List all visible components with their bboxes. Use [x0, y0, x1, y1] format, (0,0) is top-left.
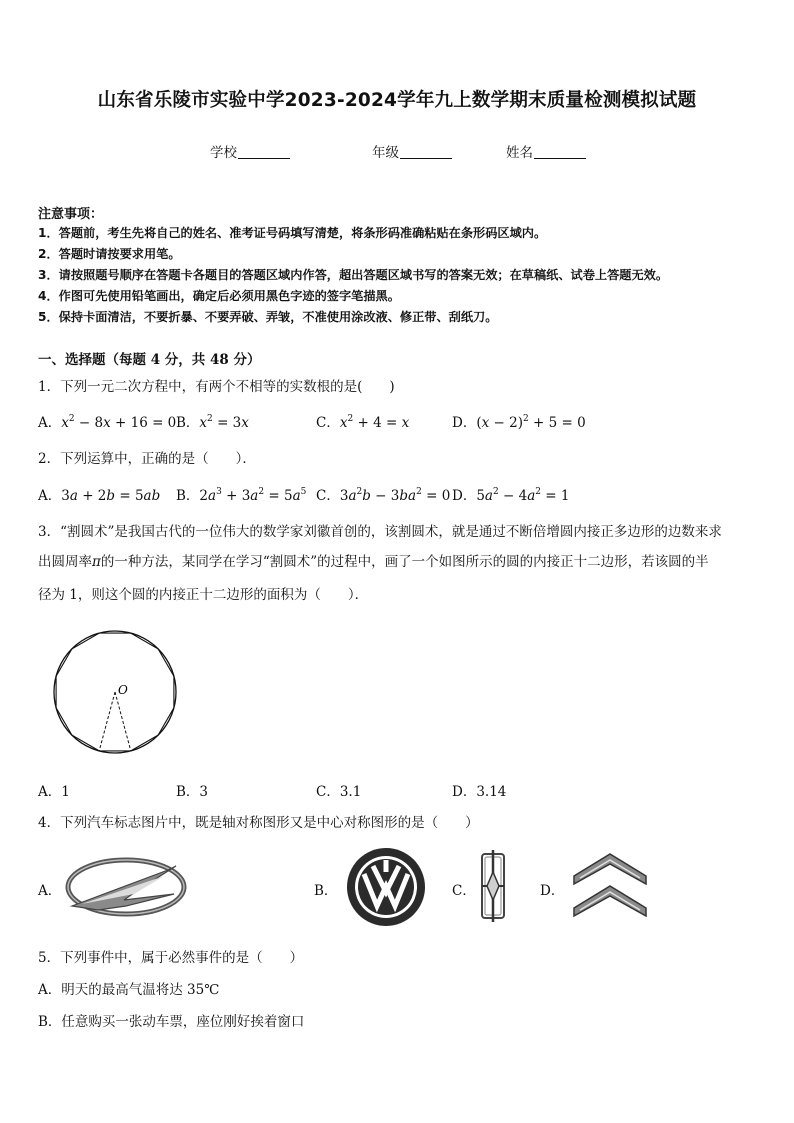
center-label: O — [118, 683, 128, 697]
q4-option-c-label: C． — [452, 883, 476, 899]
notes-title: 注意事项： — [38, 207, 104, 222]
q4-option-d-label: D． — [540, 883, 565, 899]
radius-line-right — [115, 692, 131, 751]
question-3-line-1: 3．“割圆术”是我国古代的一位伟大的数学家刘徽首创的，该割圆术，就是通过不断倍增圆内接正多边形的边数来求 — [38, 524, 722, 540]
q5-option-b: B．任意购买一张动车票，座位刚好挨着窗口 — [38, 1014, 305, 1030]
question-3-line-2: 出圆周率π的一种方法，某同学在学习“割圆术”的过程中，画了一个如图所示的圆的内接正十二边形，若该圆的半 — [38, 554, 709, 570]
note-item: 1．答题前，考生先将自己的姓名、准考证号码填写清楚，将条形码准确粘贴在条形码区域内。 — [38, 226, 547, 240]
q1-option-d: D．$(x - 2)^2 + 5 = 0$ — [452, 414, 586, 431]
exam-title: 山东省乐陵市实验中学2023-2024学年九上数学期末质量检测模拟试题 — [97, 90, 697, 111]
question-2-stem: 2．下列运算中，正确的是（ ）． — [38, 451, 256, 467]
note-item: 4．作图可先使用铅笔画出，确定后必须用黑色字迹的签字笔描黑。 — [38, 289, 400, 303]
grade-field: 年级 — [372, 141, 452, 161]
q2-option-c: C．$3a^2b - 3ba^2 = 0$ — [316, 487, 451, 504]
name-field: 姓名 — [506, 141, 586, 161]
q4-option-b-label: B． — [314, 883, 338, 899]
q3-option-c: C．3.1 — [316, 784, 362, 800]
q2-option-d: D．$5a^2 - 4a^2 = 1$ — [452, 487, 570, 504]
dodecagon-figure — [50, 628, 180, 758]
q2-option-b: B．$2a^3 + 3a^2 = 5a^5$ — [176, 487, 307, 504]
citroen-logo-icon — [570, 850, 650, 922]
q5-option-a: A．明天的最高气温将达 35℃ — [38, 982, 220, 998]
question-3-line-3: 径为 1，则这个圆的内接正十二边形的面积为（ ）． — [38, 587, 369, 603]
question-4-stem: 4．下列汽车标志图片中，既是轴对称图形又是中心对称图形的是（ ） — [38, 815, 479, 831]
question-5-stem: 5．下列事件中，属于必然事件的是（ ） — [38, 950, 304, 966]
q3-option-b: B．3 — [176, 784, 209, 800]
q2-option-a: A．3a + 2b = 5ab — [38, 488, 161, 504]
q1-option-b: B．$x^2 = 3x$ — [176, 414, 249, 431]
volkswagen-logo-icon — [345, 846, 427, 928]
q3-option-d: D．3.14 — [452, 784, 507, 800]
q1-option-a: A．$x^2 - 8x + 16 = 0$ — [38, 414, 177, 431]
section-heading: 一、选择题（每题 4 分，共 48 分） — [38, 352, 261, 368]
lincoln-logo-icon — [478, 848, 508, 924]
school-field: 学校 — [210, 141, 290, 161]
question-1-stem: 1．下列一元二次方程中，有两个不相等的实数根的是( ) — [38, 379, 395, 395]
q4-option-a-label: A． — [38, 883, 62, 899]
note-item: 3．请按照题号顺序在答题卡各题目的答题区域内作答，超出答题区域书写的答案无效；在草稿纸、试卷上答题无效。 — [38, 268, 669, 282]
note-item: 2．答题时请按要求用笔。 — [38, 247, 181, 261]
q3-option-a: A．1 — [38, 784, 70, 800]
opel-logo-icon — [64, 856, 188, 918]
radius-line-left — [99, 692, 115, 751]
note-item: 5．保持卡面清洁，不要折暴、不要弄破、弄皱，不准使用涂改液、修正带、刮纸刀。 — [38, 310, 498, 324]
q1-option-c: C．$x^2 + 4 = x$ — [316, 414, 410, 431]
